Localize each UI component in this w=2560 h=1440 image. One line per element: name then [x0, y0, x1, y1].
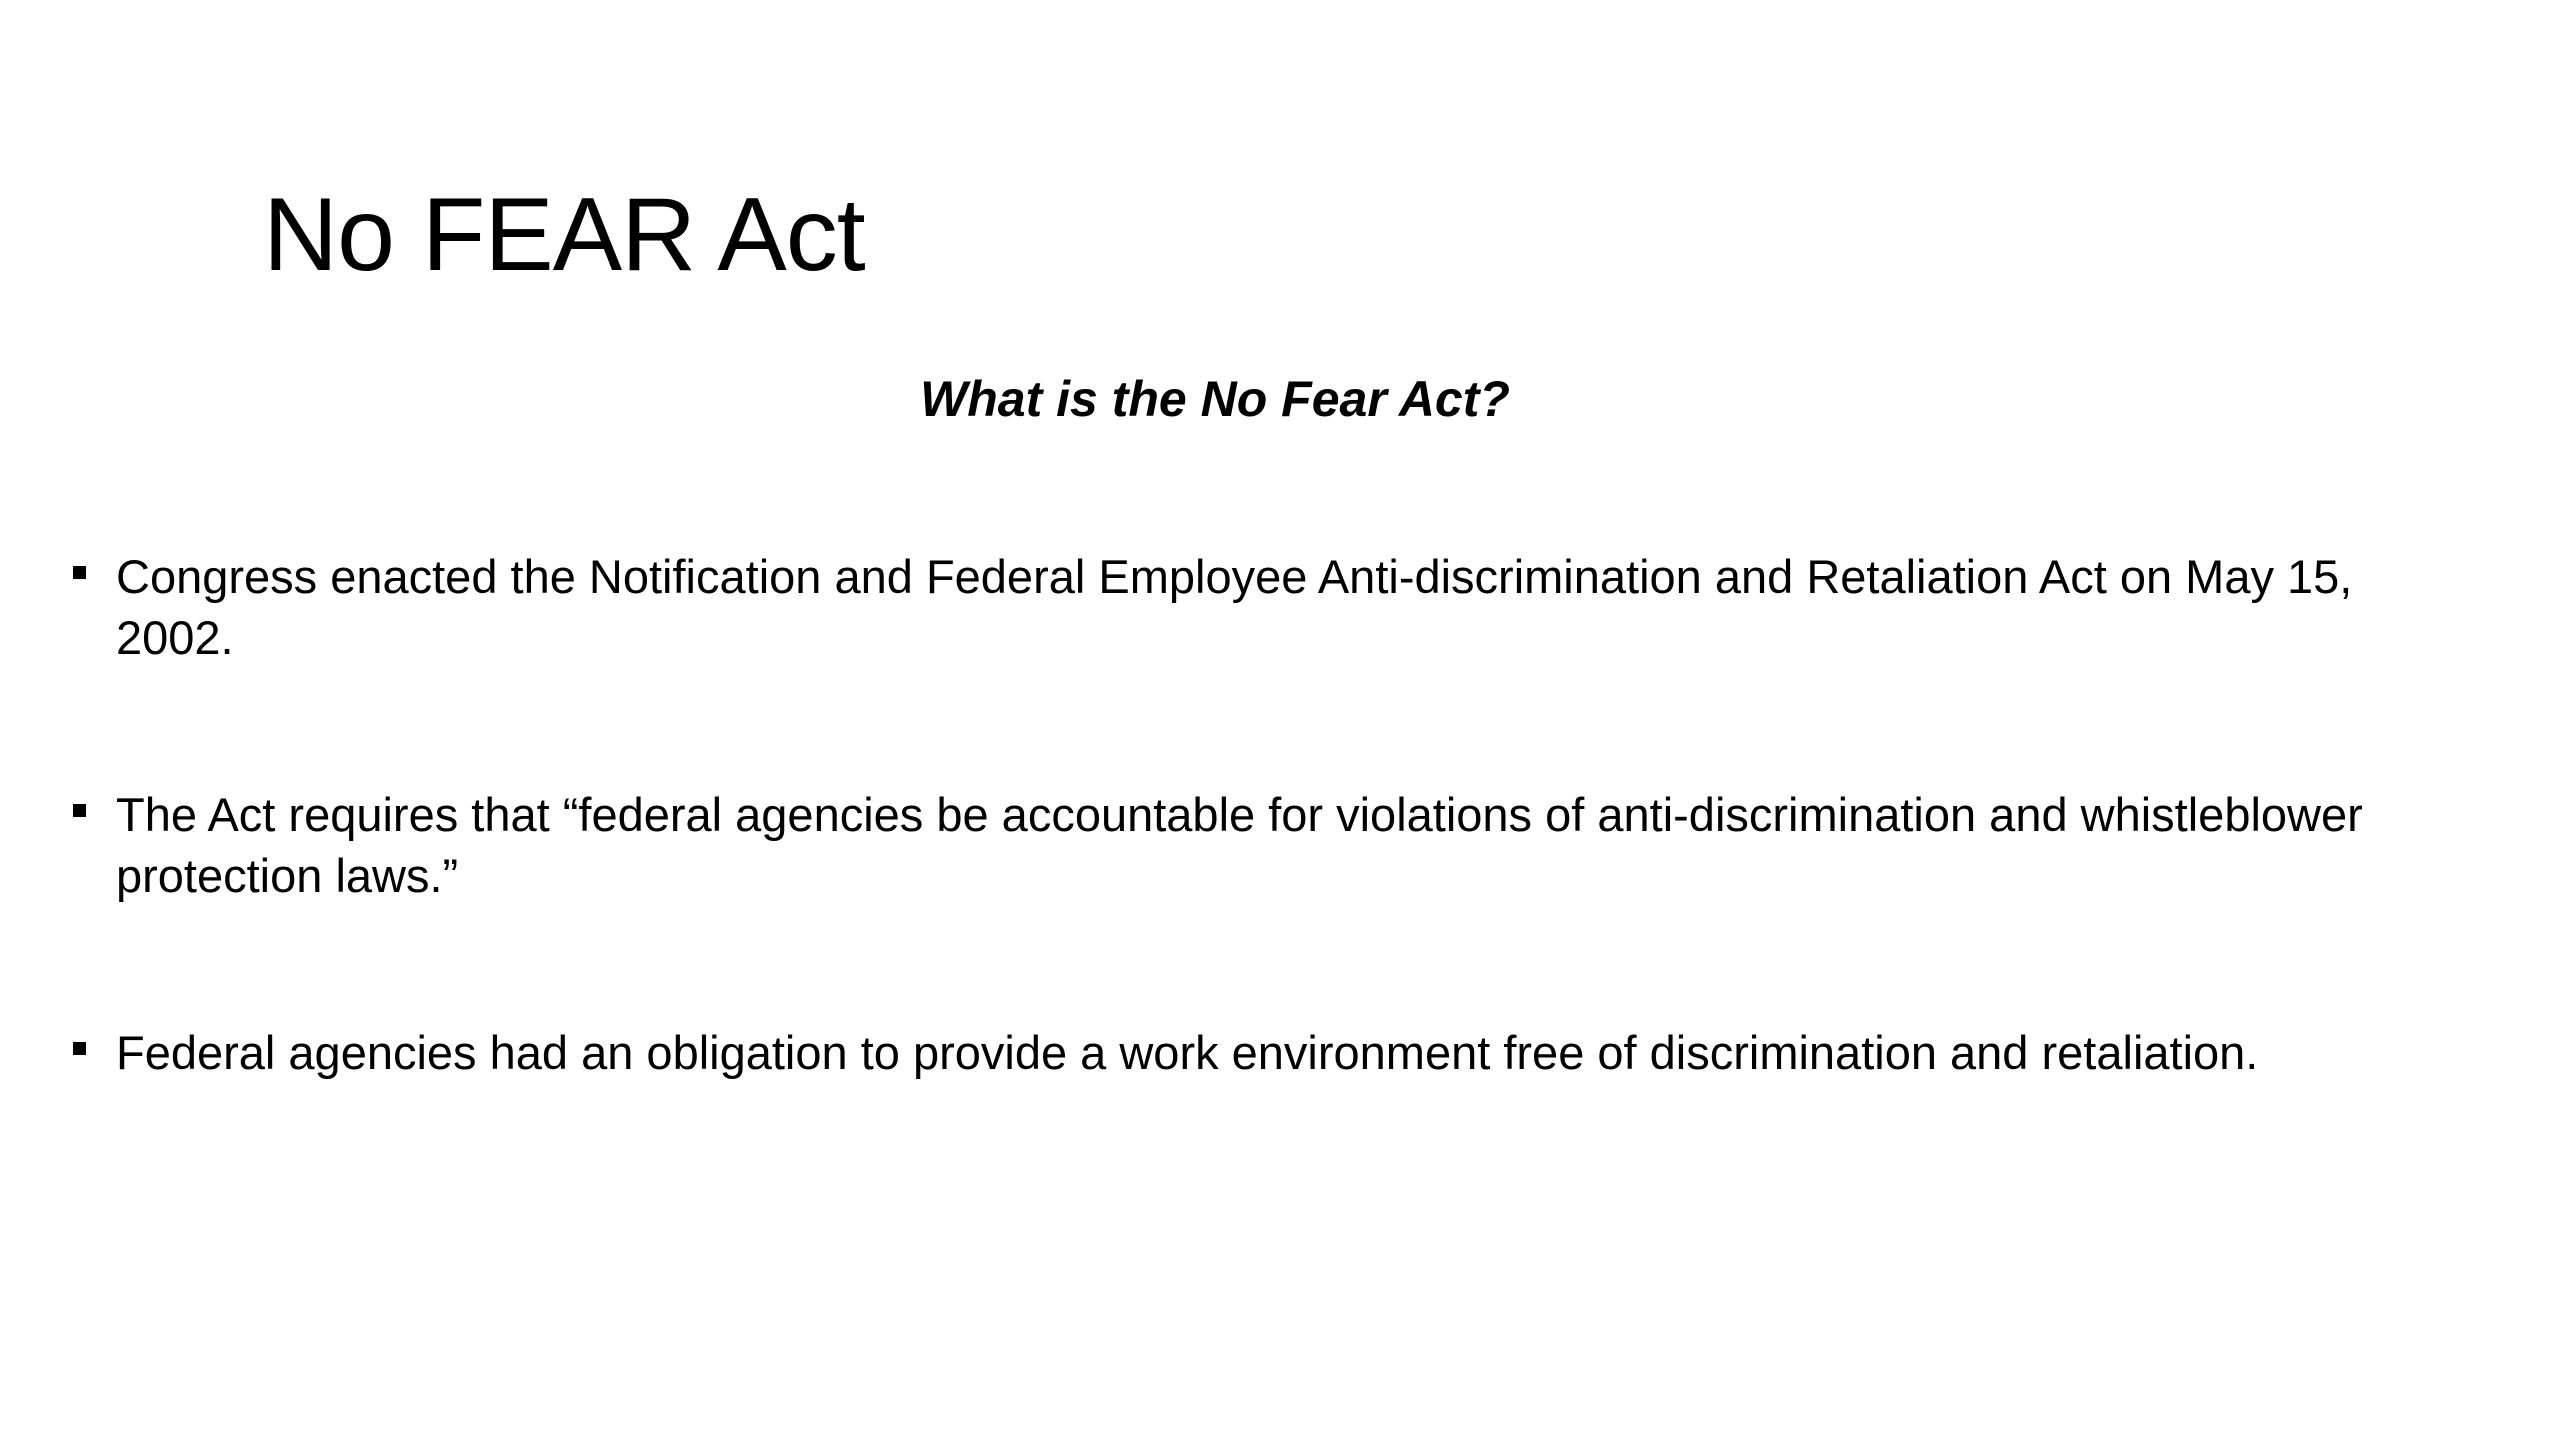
bullet-list: [70, 546, 2370, 1083]
square-bullet-icon: [73, 804, 86, 817]
bullet-text: The Act requires that “federal agencies be accountable for violations of anti-discrimination and whistleblower protection laws.”: [116, 788, 2363, 902]
square-bullet-icon: [73, 1042, 86, 1055]
square-bullet-icon: [73, 566, 86, 579]
slide-title: No FEAR Act: [263, 177, 865, 293]
bullet-text: Congress enacted the Notification and Federal Employee Anti-discrimination and Retaliation Act on May 15, 2002.: [116, 550, 2353, 664]
bullet-item: [70, 546, 2370, 668]
slide-subtitle: What is the No Fear Act?: [920, 371, 1510, 427]
bullet-item: [70, 784, 2370, 906]
bullet-item: [70, 1022, 2370, 1083]
bullet-text: Federal agencies had an obligation to provide a work environment free of discrimination and retaliation.: [116, 1026, 2259, 1079]
